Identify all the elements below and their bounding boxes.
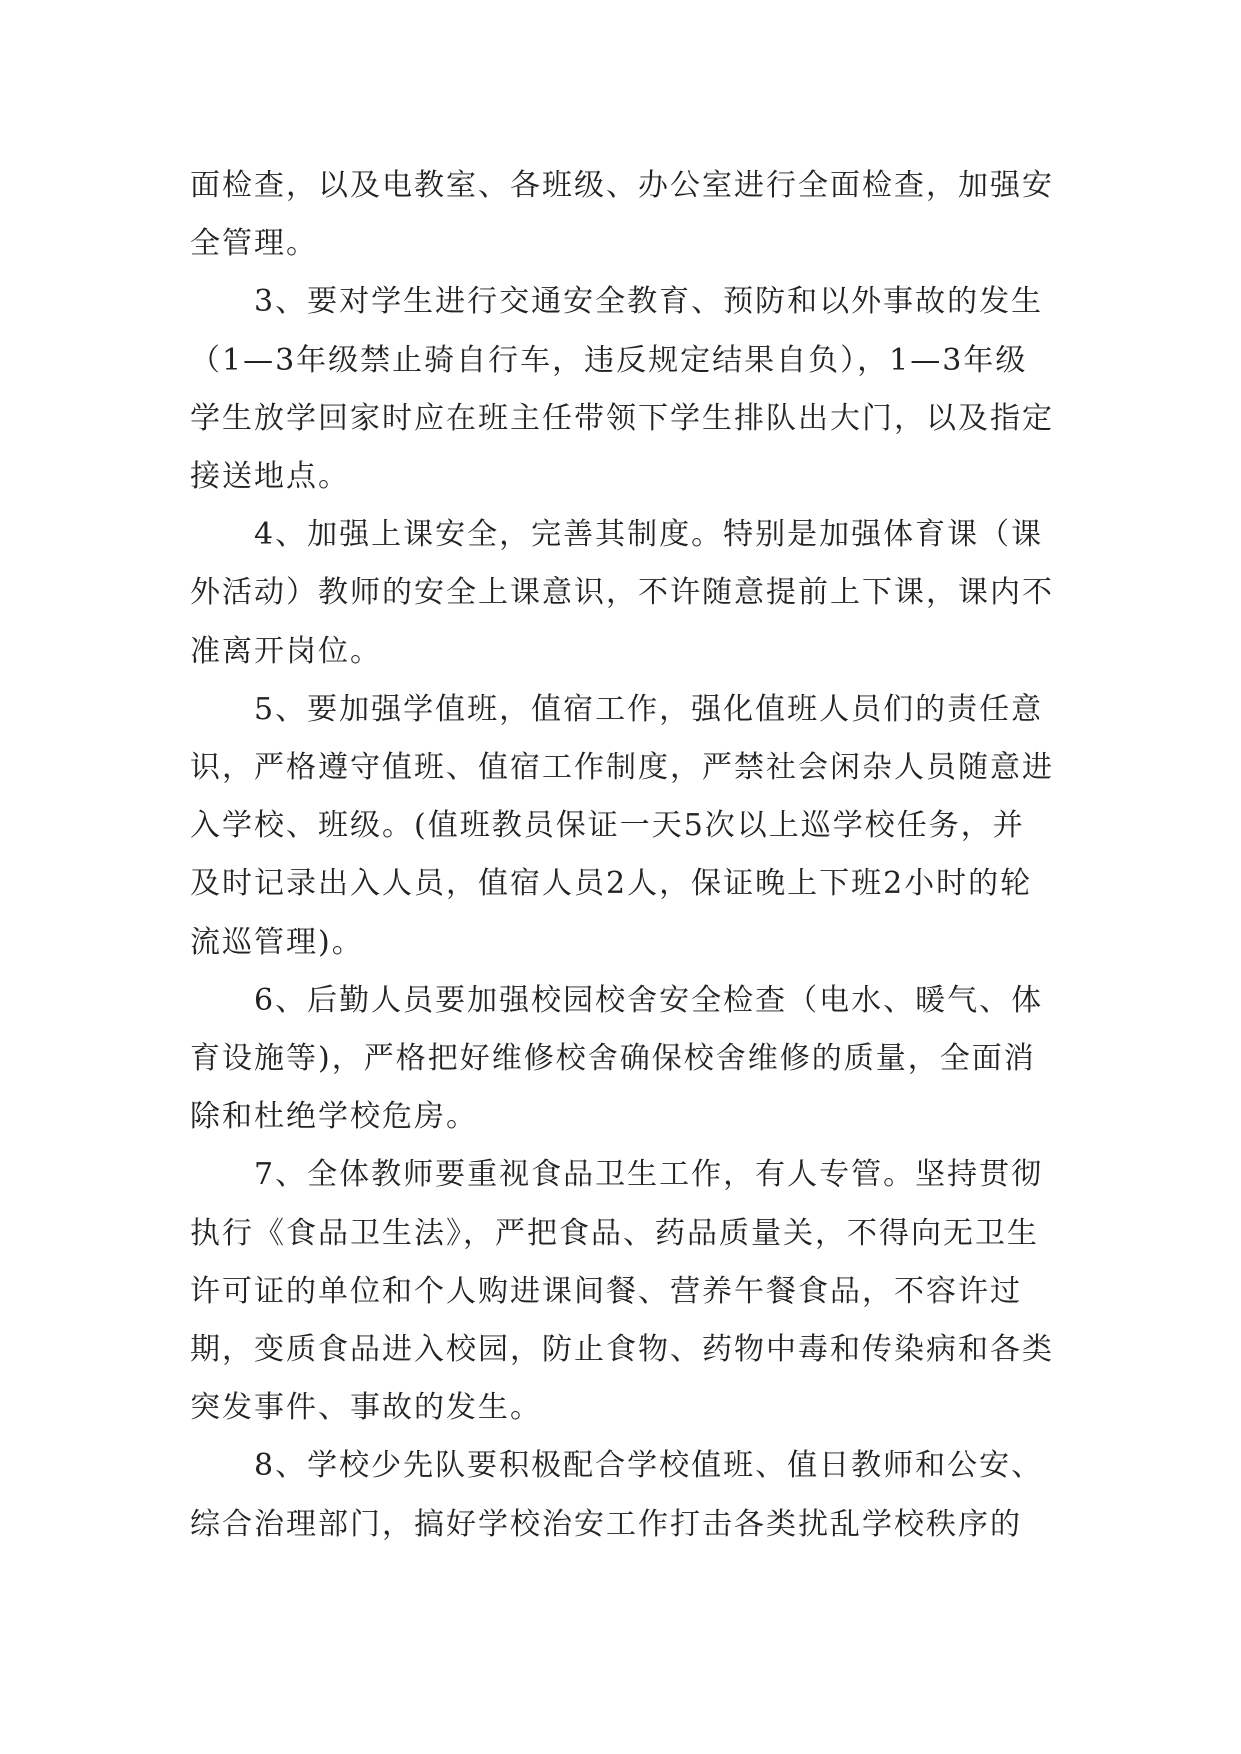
paragraph-item-5: 5、要加强学值班，值宿工作，强化值班人员们的责任意识，严格遵守值班、值宿工作制度，严禁社会闲杂人员随意进入学校、班级。(值班教员保证一天5次以上巡学校任务，并及时记录出入人员，值宿人员2人，保证晚上下班2小时的轮流巡管理)。 [190, 691, 1054, 960]
paragraph-item-3: 3、要对学生进行交通安全教育、预防和以外事故的发生（1—3年级禁止骑自行车，违反规定结果自负），1—3年级学生放学回家时应在班主任带领下学生排队出大门，以及指定接送地点。 [190, 284, 1054, 495]
paragraph-item-4: 4、加强上课安全，完善其制度。特别是加强体育课（课外活动）教师的安全上课意识，不许随意提前上下课，课内不准离开岗位。 [190, 517, 1054, 669]
paragraph-item-8: 8、学校少先队要积极配合学校值班、值日教师和公安、综合治理部门，搞好学校治安工作打击各类扰乱学校秩序的 [190, 1448, 1044, 1542]
paragraph-item-6: 6、后勤人员要加强校园校舍安全检查（电水、暖气、体育设施等)，严格把好维修校舍确保校舍维修的质量，全面消除和杜绝学校危房。 [190, 982, 1044, 1135]
paragraph-continuation: 面检查，以及电教室、各班级、办公室进行全面检查，加强安全管理。 [190, 168, 1054, 262]
document-body [190, 157, 1055, 1554]
paragraph-item-7: 7、全体教师要重视食品卫生工作，有人专管。坚持贯彻执行《食品卫生法》，严把食品、药品质量关，不得向无卫生许可证的单位和个人购进课间餐、营养午餐食品，不容许过期，变质食品进入校园，防止食物、药物中毒和传染病和各类突发事件、事故的发生。 [190, 1157, 1054, 1426]
